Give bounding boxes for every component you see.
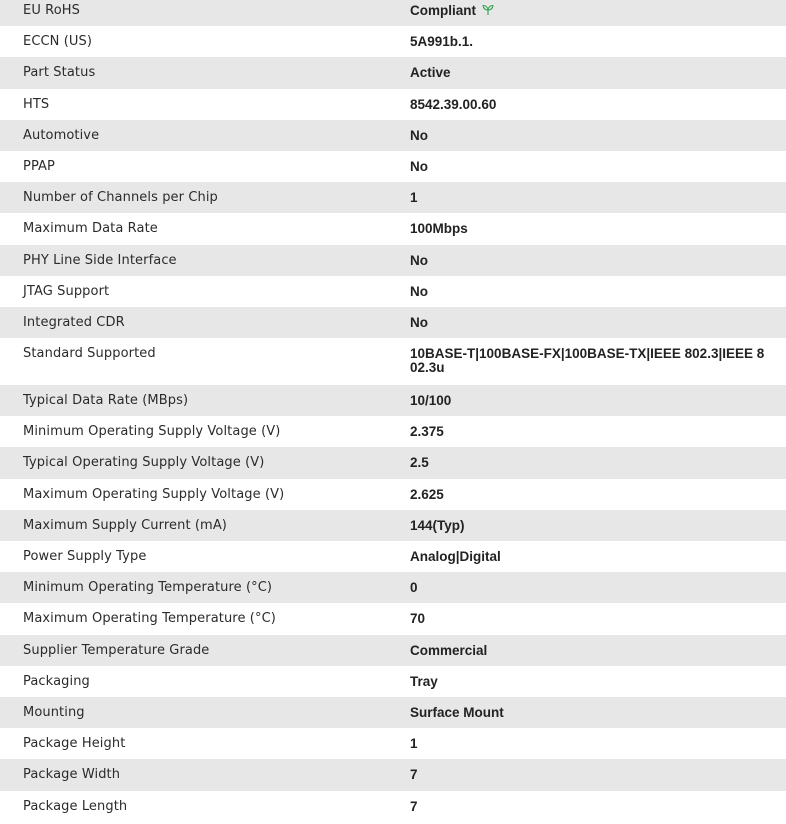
spec-value: Tray: [410, 673, 438, 689]
spec-row-automotive: [0, 120, 786, 151]
spec-value: 1: [410, 736, 418, 752]
spec-value: No: [410, 127, 428, 143]
spec-value: 1: [410, 190, 418, 206]
spec-value: Active: [410, 65, 451, 81]
spec-label: PPAP: [23, 158, 55, 174]
spec-value: Analog|Digital: [410, 549, 501, 564]
spec-label: Supplier Temperature Grade: [23, 642, 210, 658]
spec-row-max-operating-temp: [0, 603, 786, 634]
spec-value: 100Mbps: [410, 221, 468, 237]
spec-label: Package Length: [23, 798, 128, 814]
spec-row-power-supply-type: [0, 541, 786, 572]
spec-row-max-supply-current: [0, 510, 786, 541]
spec-label: Maximum Operating Temperature (°C): [23, 611, 276, 627]
spec-value-cell: [410, 0, 786, 18]
spec-value: No: [410, 314, 428, 330]
spec-row-typical-data-rate: [0, 385, 786, 416]
leaf-icon: [481, 4, 495, 16]
spec-row-max-data-rate: [0, 213, 786, 244]
spec-label: Typical Operating Supply Voltage (V): [23, 455, 265, 471]
spec-label: HTS: [23, 96, 50, 112]
spec-value: 10BASE-T|100BASE-FX|100BASE-TX|IEEE 802.3|IEEE 802.3u: [410, 346, 765, 376]
spec-row-max-supply-voltage: [0, 479, 786, 510]
spec-row-integrated-cdr: [0, 307, 786, 338]
spec-label: Number of Channels per Chip: [23, 190, 218, 206]
spec-label: Minimum Operating Supply Voltage (V): [23, 424, 281, 440]
spec-label: Minimum Operating Temperature (°C): [23, 580, 273, 596]
spec-label: Maximum Supply Current (mA): [23, 517, 227, 533]
spec-row-standard-supported: [0, 338, 786, 385]
spec-label: Typical Data Rate (MBps): [23, 393, 189, 409]
spec-value: Commercial: [410, 642, 488, 658]
spec-label: ECCN (US): [23, 34, 93, 50]
spec-label: JTAG Support: [23, 283, 110, 299]
spec-value: Surface Mount: [410, 704, 504, 720]
spec-row-part-status: [0, 57, 786, 88]
spec-label: EU RoHS: [23, 3, 80, 18]
spec-label: Package Height: [23, 736, 126, 752]
spec-value: 7: [410, 767, 418, 783]
spec-row-hts: [0, 89, 786, 120]
spec-value: No: [410, 283, 428, 299]
spec-row-phy-line-side: [0, 245, 786, 276]
spec-value: 10/100: [410, 393, 452, 409]
spec-row-mounting: [0, 697, 786, 728]
spec-row-packaging: [0, 666, 786, 697]
spec-value: 0: [410, 580, 418, 596]
spec-label: Packaging: [23, 673, 90, 689]
spec-row-min-operating-temp: [0, 572, 786, 603]
spec-value: No: [410, 252, 428, 268]
spec-row-jtag-support: [0, 276, 786, 307]
spec-row-eccn: [0, 26, 786, 57]
spec-row-min-supply-voltage: [0, 416, 786, 447]
spec-label: Part Status: [23, 65, 96, 81]
spec-label: Power Supply Type: [23, 549, 147, 564]
spec-label: Mounting: [23, 704, 85, 720]
spec-value: 2.375: [410, 424, 444, 440]
spec-label: Maximum Data Rate: [23, 221, 158, 237]
spec-value: 2.625: [410, 486, 444, 502]
spec-row-package-length: [0, 791, 786, 822]
spec-value: 7: [410, 798, 418, 814]
spec-value: Compliant: [410, 3, 476, 18]
spec-value: No: [410, 158, 428, 174]
spec-value: 144(Typ): [410, 517, 465, 533]
spec-row-ppap: [0, 151, 786, 182]
spec-label: Automotive: [23, 127, 100, 143]
spec-row-eu-rohs: [0, 0, 786, 26]
spec-value: 70: [410, 611, 426, 627]
spec-row-channels-per-chip: [0, 182, 786, 213]
spec-value: 2.5: [410, 455, 429, 471]
spec-row-typ-supply-voltage: [0, 447, 786, 478]
spec-row-package-height: [0, 728, 786, 759]
spec-label: Package Width: [23, 767, 121, 783]
spec-label: Standard Supported: [23, 346, 156, 362]
spec-label: Integrated CDR: [23, 314, 125, 330]
spec-row-supplier-temp-grade: [0, 635, 786, 666]
spec-label: Maximum Operating Supply Voltage (V): [23, 486, 285, 502]
spec-value: 8542.39.00.60: [410, 96, 497, 112]
spec-value: 5A991b.1.: [410, 34, 474, 50]
spec-label: PHY Line Side Interface: [23, 252, 177, 268]
spec-row-package-width: [0, 759, 786, 790]
